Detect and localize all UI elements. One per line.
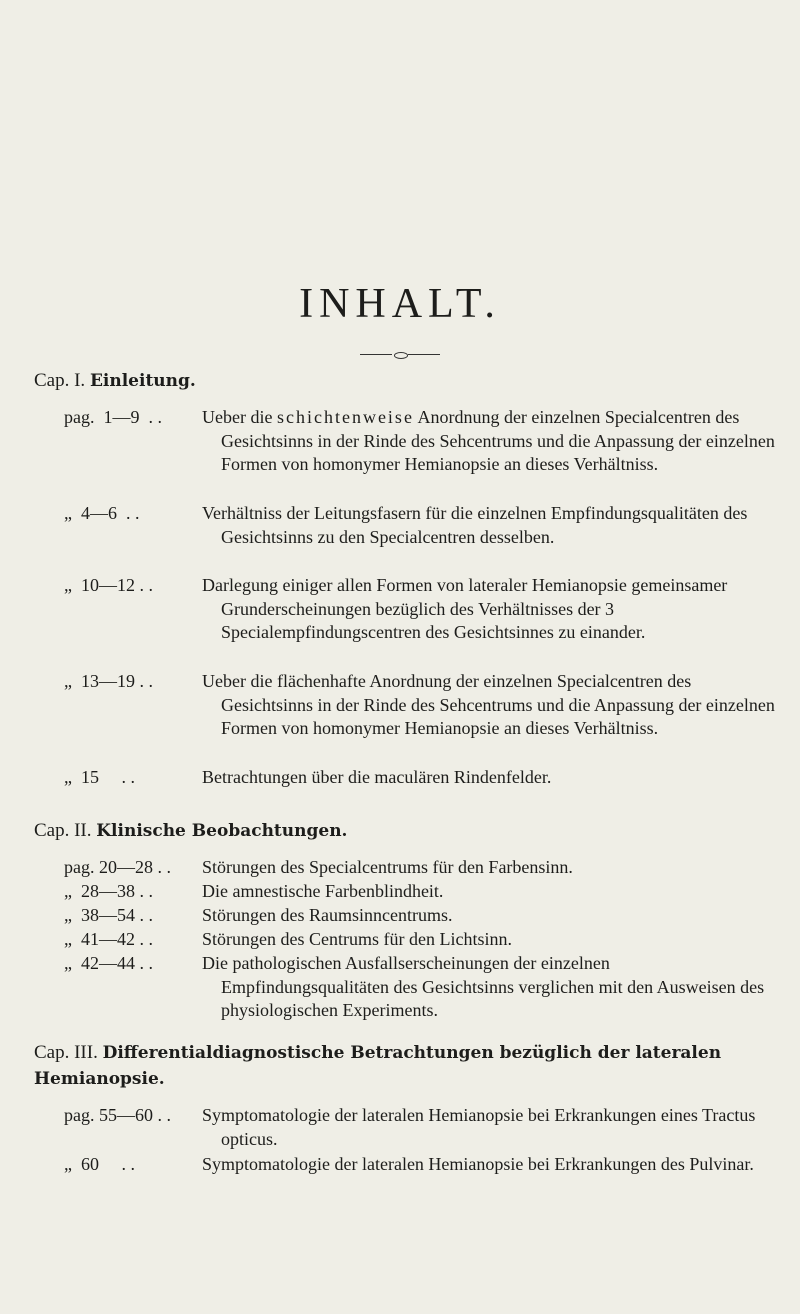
entry-pages: „ 4—6 . . [64,503,140,523]
entry-pages: „ 13—19 . . [64,671,153,691]
chapter-2-label: Cap. II. [34,820,92,841]
entry-pages: „ 60 . . [64,1154,135,1174]
entry-pages: „ 10—12 . . [64,575,153,595]
chapter-3-title: Differentialdiagnostische Betrachtungen bezüglich der lateralen Hemianopsie. [34,1043,722,1089]
entry-text: Symptomatologie der lateralen Hemianopsie bei Erkrankungen des Pulvinar. [202,1154,754,1174]
entry-pages: pag. 20—28 . . [64,857,171,877]
chapter-1-heading [34,370,196,392]
entry-text: Ueber die schichtenweise Anordnung der einzelnen Specialcentren des Gesichtsinns in der Rinde des Sehcentrums und die Anpassung der einzelnen Formen von homonymer Hemianopsie an dieses Verhältniss. [202,407,775,474]
chapter-1-title: Einleitung. [89,371,196,391]
entry-text: Verhältniss der Leitungsfasern für die einzelnen Empfindungsqualitäten des Gesichtsinns zu den Specialcentren desselben. [202,503,748,547]
entry-text: Die pathologischen Ausfallserscheinungen der einzelnen Empfindungsqualitäten des Gesichtsinns verglichen mit den Ausweisen des physiologischen Experiments. [202,953,765,1020]
entry-pages: „ 28—38 . . [64,881,153,901]
entry-text: Symptomatologie der lateralen Hemianopsie bei Erkrankungen eines Tractus opticus. [202,1105,756,1149]
entry-text: Störungen des Centrums für den Lichtsinn. [202,929,512,949]
entry-text: Störungen des Raumsinncentrums. [202,905,453,925]
entry-text: Die amnestische Farbenblindheit. [202,881,444,901]
entry-pages: pag. 1—9 . . [64,407,162,427]
chapter-1-label: Cap. I. [34,370,86,391]
page-title: INHALT. [299,281,501,327]
entry-text: Störungen des Specialcentrums für den Farbensinn. [202,857,573,877]
chapter-2-heading [34,820,347,842]
chapter-2-title: Klinische Beobachtungen. [96,821,348,841]
entry-pages: „ 38—54 . . [64,905,153,925]
entry-text: Betrachtungen über die maculären Rindenfelder. [202,767,552,787]
chapter-3-label: Cap. III. [34,1042,98,1063]
entry-text: Darlegung einiger allen Formen von lateraler Hemianopsie gemeinsamer Grunderscheinungen bezüglich des Verhältnisses der 3 Specialempfindungscentren des Gesichtsinnes zu einander. [202,575,728,642]
entry-pages: pag. 55—60 . . [64,1105,171,1125]
title-ornament [350,352,450,358]
entry-pages: „ 41—42 . . [64,929,153,949]
entry-pages: „ 15 . . [64,767,135,787]
chapter-3-heading [34,1040,764,1092]
entry-pages: „ 42—44 . . [64,953,153,973]
entry-text: Ueber die flächenhafte Anordnung der einzelnen Specialcentren des Gesichtsinns in der Rinde des Sehcentrums und die Anpassung der einzelnen Formen von homonymer Hemianopsie an dieses Verhältniss. [202,671,775,738]
